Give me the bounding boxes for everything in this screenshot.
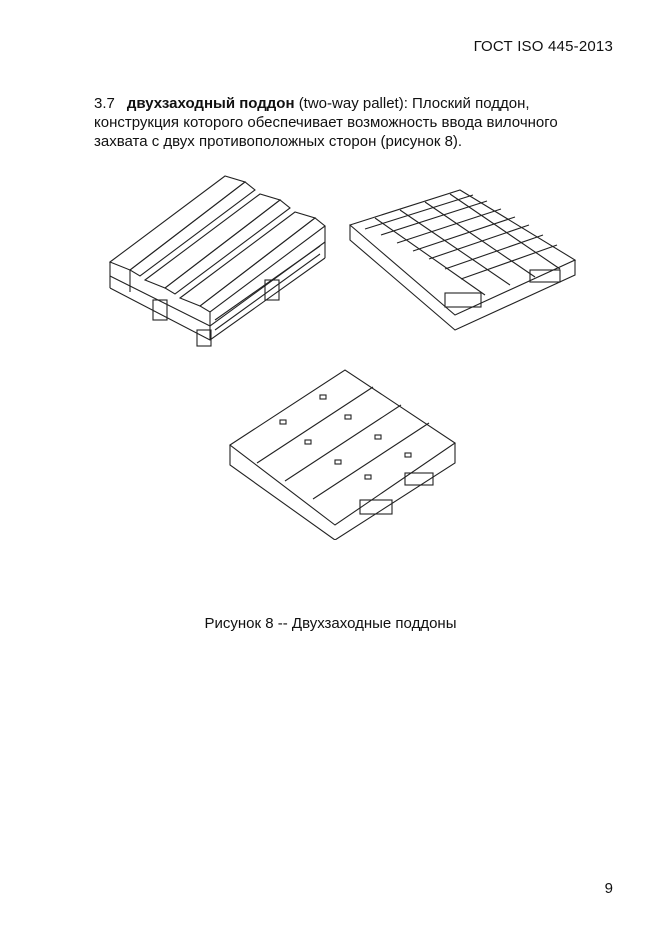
definition-line-3: захвата с двух противоположных сторон (рисунок 8).	[94, 133, 463, 150]
plastic-pallet-illustration	[345, 185, 580, 333]
flat-pallet-illustration	[225, 365, 460, 540]
figure-caption: Рисунок 8 -- Двухзаходные поддоны	[204, 615, 457, 632]
flat-deck-outline	[230, 370, 455, 525]
document-header: ГОСТ ISO 445-2013	[473, 38, 613, 55]
flat-deck-boards	[257, 387, 429, 499]
flat-pallet-side	[230, 443, 455, 540]
deck-holes	[280, 395, 411, 479]
wooden-pallet-illustration	[105, 170, 335, 355]
pallet-sides	[110, 242, 325, 346]
definition-line-1: : Плоский поддон,	[403, 95, 530, 112]
grid-pallet-side	[350, 225, 575, 330]
term-ru: двухзаходный поддон	[126, 95, 295, 112]
term-en: (two-way pallet)	[298, 95, 404, 112]
definition-paragraph	[94, 94, 614, 151]
page-number: 9	[604, 880, 613, 897]
fork-opening-1	[445, 293, 481, 307]
definition-line-2: конструкция которого обеспечивает возможность ввода вилочного	[94, 114, 558, 131]
deck-boards	[110, 176, 325, 340]
section-number: 3.7	[94, 95, 115, 112]
